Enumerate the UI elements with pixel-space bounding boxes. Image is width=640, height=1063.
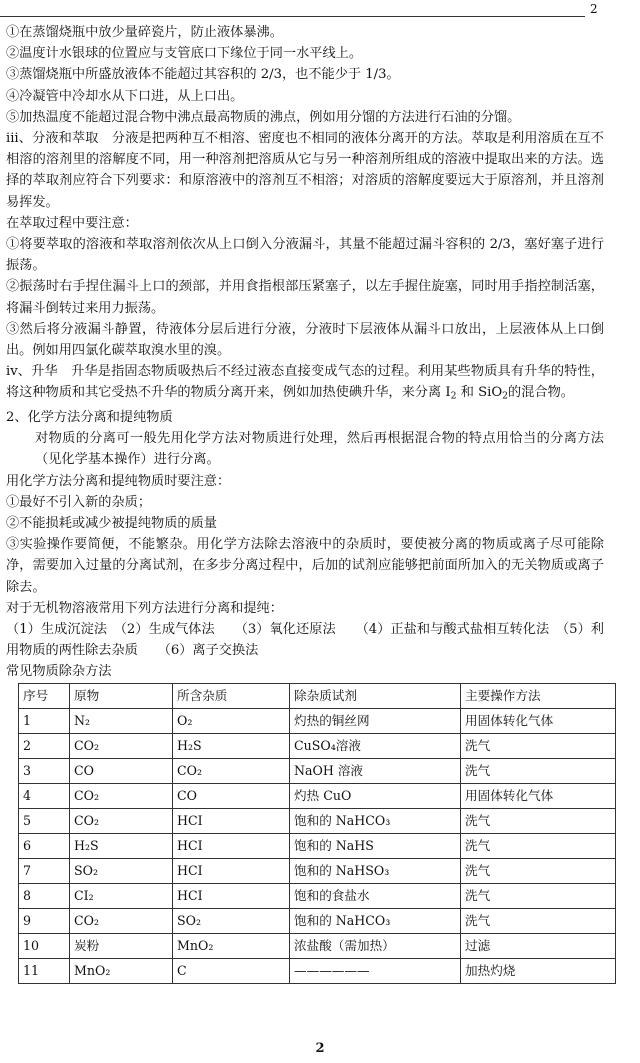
table-cell: 9 <box>19 908 70 933</box>
table-cell: 灼热 CuO <box>290 783 461 808</box>
table-cell: —————— <box>290 958 461 983</box>
table-row <box>19 883 616 908</box>
table-row <box>19 708 616 733</box>
table-cell: CO <box>173 783 290 808</box>
paragraph: ②振荡时右手捏住漏斗上口的颈部，并用食指根部压紧塞子，以左手握住旋塞，同时用手指控制活塞，将漏斗倒转过来用力振荡。 <box>6 279 604 316</box>
table-row <box>19 808 616 833</box>
table-row <box>19 933 616 958</box>
table-cell: 6 <box>19 833 70 858</box>
table-cell: 洗气 <box>461 908 616 933</box>
table-cell: H₂S <box>70 833 173 858</box>
table-cell: CO₂ <box>70 808 173 833</box>
table-cell: O₂ <box>173 708 290 733</box>
table-cell: 饱和的 NaHS <box>290 833 461 858</box>
table-cell: 洗气 <box>461 858 616 883</box>
text-line: ②温度计水银球的位置应与支管底口下缘位于同一水平线上。 <box>6 46 363 62</box>
footer-page-number: 2 <box>315 1041 325 1056</box>
table-cell: HCI <box>173 808 290 833</box>
table-row <box>19 958 616 983</box>
table-cell: CO <box>70 758 173 783</box>
table-cell: 用固体转化气体 <box>461 783 616 808</box>
table-cell: 2 <box>19 733 70 758</box>
table-cell: HCI <box>173 858 290 883</box>
table-cell: 8 <box>19 883 70 908</box>
table-cell: CO₂ <box>173 758 290 783</box>
impurity-removal-table <box>18 683 616 984</box>
table-cell: 饱和的 NaHSO₃ <box>290 858 461 883</box>
table-cell: 10 <box>19 933 70 958</box>
table-cell: 加热灼烧 <box>461 958 616 983</box>
text-line: 在萃取过程中要注意： <box>6 215 138 231</box>
table-cell: CO₂ <box>70 908 173 933</box>
table-cell: 3 <box>19 758 70 783</box>
table-header-cell: 主要操作方法 <box>461 683 616 708</box>
table-cell: MnO₂ <box>70 958 173 983</box>
text-line: ④冷凝管中冷却水从下口进，从上口出。 <box>6 88 244 104</box>
text-line: ①最好不引入新的杂质； <box>6 494 152 510</box>
table-cell: HCI <box>173 833 290 858</box>
table-header-cell: 除杂质试剂 <box>290 683 461 708</box>
methods-list: （1）生成沉淀法 （2）生成气体法 （3）氧化还原法 （4）正盐和与酸式盐相互转化法 （5）利用物质的两性除去杂质 （6）离子交换法 <box>6 621 604 659</box>
table-cell: 洗气 <box>461 833 616 858</box>
table-cell: 浓盐酸（需加热） <box>290 933 461 958</box>
header-page-number: 2 <box>590 2 598 16</box>
paragraph: ③实验操作要简便，不能繁杂。用化学方法除去溶液中的杂质时，要使被分离的物质或离子尽可能除净，需要加入过量的分离试剂，在多步分离过程中，后加的试剂应能够把前面所加入的无关物质或离子除去。 <box>6 537 604 595</box>
table-cell: 炭粉 <box>70 933 173 958</box>
table-row <box>19 908 616 933</box>
table-header-cell: 原物 <box>70 683 173 708</box>
table-cell: 灼热的铜丝网 <box>290 708 461 733</box>
table-cell: CuSO₄溶液 <box>290 733 461 758</box>
text-line: ③蒸馏烧瓶中所盛放液体不能超过其容积的 2/3，也不能少于 1/3。 <box>6 67 400 83</box>
table-cell: 1 <box>19 708 70 733</box>
table-row <box>19 833 616 858</box>
paragraph: ①将要萃取的溶液和萃取溶剂依次从上口倒入分液漏斗，其量不能超过漏斗容积的 2/3，塞好塞子进行振荡。 <box>6 237 604 274</box>
table-cell: 洗气 <box>461 758 616 783</box>
header-rule <box>0 16 585 17</box>
table-cell: 洗气 <box>461 883 616 908</box>
table-cell: 11 <box>19 958 70 983</box>
table-cell: 5 <box>19 808 70 833</box>
table-cell: SO₂ <box>173 908 290 933</box>
table-cell: 4 <box>19 783 70 808</box>
paragraph-sublimation: iv、升华 升华是指固态物质吸热后不经过液态直接变成气态的过程。利用某些物质具有升华的特性，将这种物质和其它受热不升华的物质分离开来，例如加热使碘升华，来分离 I2 和 SiO2的混合物。 <box>6 364 604 402</box>
table-cell: 过滤 <box>461 933 616 958</box>
table-row <box>19 783 616 808</box>
table-cell: MnO₂ <box>173 933 290 958</box>
table-cell: 饱和的 NaHCO₃ <box>290 908 461 933</box>
table-cell: NaOH 溶液 <box>290 758 461 783</box>
table-cell: 用固体转化气体 <box>461 708 616 733</box>
table-row <box>19 733 616 758</box>
table-cell: 7 <box>19 858 70 883</box>
text-line: 用化学方法分离和提纯物质时要注意： <box>6 473 231 489</box>
table-cell: 饱和的 NaHCO₃ <box>290 808 461 833</box>
table-cell: CO₂ <box>70 733 173 758</box>
table-cell: N₂ <box>70 708 173 733</box>
table-header-cell: 所含杂质 <box>173 683 290 708</box>
table-cell: CO₂ <box>70 783 173 808</box>
table-cell: 饱和的食盐水 <box>290 883 461 908</box>
table-header-row <box>19 683 616 708</box>
table-cell: 洗气 <box>461 733 616 758</box>
table-cell: H₂S <box>173 733 290 758</box>
text-line: ⑤加热温度不能超过混合物中沸点最高物质的沸点，例如用分馏的方法进行石油的分馏。 <box>6 109 521 125</box>
table-header-cell: 序号 <box>19 683 70 708</box>
table-cell: SO₂ <box>70 858 173 883</box>
paragraph: ③然后将分液漏斗静置，待液体分层后进行分液，分液时下层液体从漏斗口放出，上层液体从上口倒出。例如用四氯化碳萃取溴水里的溴。 <box>6 321 604 359</box>
table-cell: C <box>173 958 290 983</box>
table-cell: 洗气 <box>461 808 616 833</box>
table-cell: CI₂ <box>70 883 173 908</box>
paragraph: 对物质的分离可一般先用化学方法对物质进行处理，然后再根据混合物的特点用恰当的分离方法（见化学基本操作）进行分离。 <box>35 431 604 468</box>
table-cell: HCI <box>173 883 290 908</box>
table-row <box>19 858 616 883</box>
section-heading: 2、化学方法分离和提纯物质 <box>6 409 173 425</box>
table-row <box>19 758 616 783</box>
text-line: ②不能损耗或减少被提纯物质的质量 <box>6 515 217 531</box>
paragraph-extraction: iii、分液和萃取 分液是把两种互不相溶、密度也不相同的液体分离开的方法。萃取是利用溶质在互不相溶的溶剂里的溶解度不同，用一种溶剂把溶质从它与另一种溶剂所组成的溶液中提取出来的方法。选择的萃取剂应符合下列要求：和原溶液中的溶剂互不相溶；对溶质的溶解度要远大于原溶剂，并且溶剂易挥发。 <box>6 131 604 210</box>
document-body <box>6 22 604 984</box>
text-line: ①在蒸馏烧瓶中放少量碎瓷片，防止液体暴沸。 <box>6 25 283 40</box>
table-caption: 常见物质除杂方法 <box>6 664 112 680</box>
text-line: 对于无机物溶液常用下列方法进行分离和提纯： <box>6 600 283 616</box>
